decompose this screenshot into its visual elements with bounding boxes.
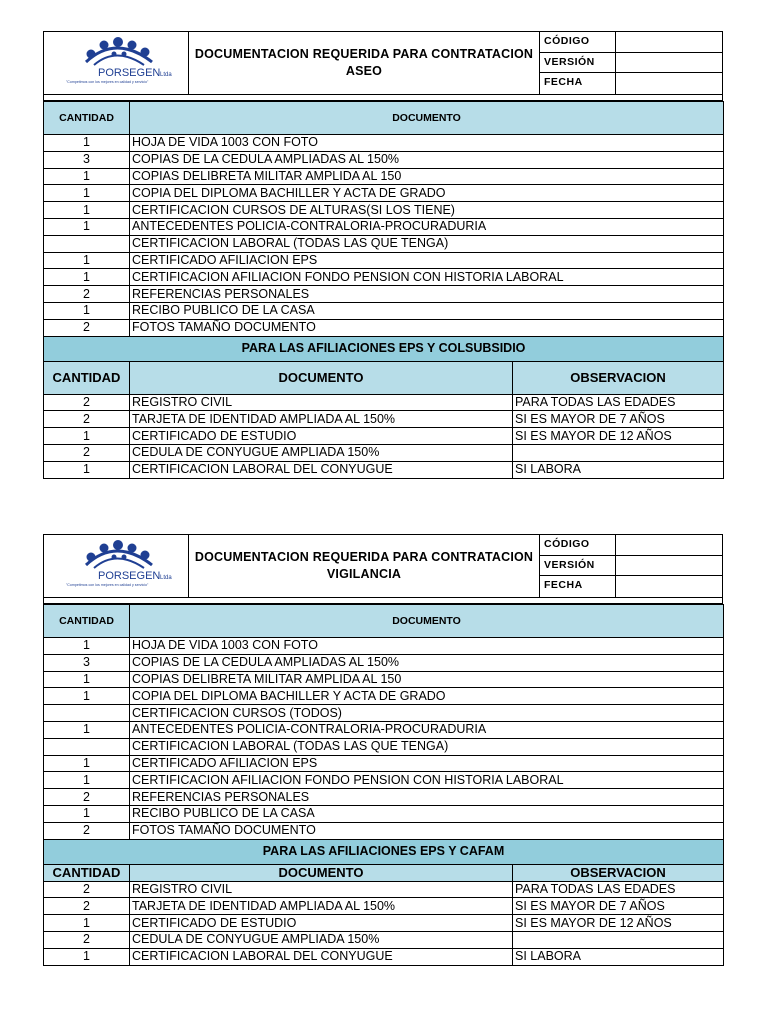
documento-header-2: DOCUMENTO [130,864,513,881]
document-cell: CERTIFICACION LABORAL (TODAS LAS QUE TENGA) [130,235,724,252]
document-meta [539,32,722,94]
document-cell: COPIA DEL DIPLOMA BACHILLER Y ACTA DE GRADO [130,185,724,202]
quantity-cell: 2 [44,931,130,948]
section-row [44,839,724,864]
document-cell: CERTIFICADO DE ESTUDIO [130,915,513,932]
required-documents-table [43,101,724,479]
quantity-cell: 2 [44,411,130,428]
title-line-1: DOCUMENTACION REQUERIDA PARA CONTRATACION [194,47,534,61]
table-row [44,654,724,671]
codigo-label: CÓDIGO [540,32,616,52]
title-line-1: DOCUMENTACION REQUERIDA PARA CONTRATACION [194,550,534,564]
quantity-cell: 2 [44,444,130,461]
affiliation-rows [44,394,724,478]
table-row [44,394,724,411]
company-name: PORSEGEN [98,67,161,79]
quantity-cell: 1 [44,755,130,772]
porsegen-logo-icon [44,32,189,94]
form-title [189,535,539,597]
table-row [44,218,724,235]
table-row [44,755,724,772]
document-cell: CERTIFICADO DE ESTUDIO [130,428,513,445]
company-slogan: "Competimos con los mejores en calidad y servicio" [66,583,149,587]
table-row [44,202,724,219]
codigo-value [616,32,722,52]
document-cell: CEDULA DE CONYUGUE AMPLIADA 150% [130,444,513,461]
document-cell: HOJA DE VIDA 1003 CON FOTO [130,135,724,152]
cantidad-header-2: CANTIDAD [44,864,130,881]
table-row [44,444,724,461]
quantity-cell: 1 [44,948,130,965]
table-row [44,688,724,705]
quantity-cell: 1 [44,185,130,202]
document-cell: COPIAS DELIBRETA MILITAR AMPLIDA AL 150 [130,168,724,185]
document-cell: ANTECEDENTES POLICIA-CONTRALORIA-PROCURADURIA [130,721,724,738]
table-row [44,738,724,755]
table-row [44,461,724,478]
document-meta [539,535,722,597]
table-row [44,151,724,168]
table-header-row [44,605,724,638]
document-cell: REGISTRO CIVIL [130,881,513,898]
quantity-cell: 1 [44,252,130,269]
quantity-cell: 2 [44,319,130,336]
quantity-cell [44,705,130,722]
document-cell: RECIBO PUBLICO DE LA CASA [130,805,724,822]
table-row [44,269,724,286]
quantity-cell: 3 [44,654,130,671]
quantity-cell: 1 [44,428,130,445]
company-suffix: Ltda [160,72,172,78]
quantity-cell: 2 [44,822,130,839]
quantity-cell: 1 [44,461,130,478]
form-aseo [43,31,723,479]
table-row [44,411,724,428]
document-cell: RECIBO PUBLICO DE LA CASA [130,302,724,319]
document-cell: COPIAS DELIBRETA MILITAR AMPLIDA AL 150 [130,671,724,688]
table-row [44,822,724,839]
observation-cell: SI ES MAYOR DE 7 AÑOS [513,898,724,915]
document-rows [44,135,724,337]
document-cell: REFERENCIAS PERSONALES [130,789,724,806]
quantity-cell: 1 [44,135,130,152]
form-header [43,534,723,598]
table-row [44,252,724,269]
table-row [44,428,724,445]
document-cell: CERTIFICADO AFILIACION EPS [130,252,724,269]
form-title [189,32,539,94]
observacion-header: OBSERVACION [513,864,724,881]
quantity-cell [44,235,130,252]
observation-cell: SI LABORA [513,948,724,965]
quantity-cell: 1 [44,302,130,319]
version-label: VERSIÓN [540,556,616,576]
table-row [44,319,724,336]
codigo-value [616,535,722,555]
document-cell: CERTIFICACION LABORAL DEL CONYUGUE [130,461,513,478]
section-row [44,336,724,361]
documento-header-2: DOCUMENTO [130,361,513,394]
quantity-cell: 2 [44,789,130,806]
company-logo [44,32,189,94]
document-cell: COPIA DEL DIPLOMA BACHILLER Y ACTA DE GRADO [130,688,724,705]
quantity-cell: 2 [44,881,130,898]
document-cell: COPIAS DE LA CEDULA AMPLIADAS AL 150% [130,151,724,168]
documento-header: DOCUMENTO [130,605,724,638]
quantity-cell: 2 [44,898,130,915]
document-cell: ANTECEDENTES POLICIA-CONTRALORIA-PROCURADURIA [130,218,724,235]
table-header-row [44,102,724,135]
table-row [44,302,724,319]
quantity-cell: 1 [44,168,130,185]
table-row [44,235,724,252]
document-cell: CERTIFICACION CURSOS (TODOS) [130,705,724,722]
fecha-label: FECHA [540,576,616,597]
quantity-cell: 1 [44,638,130,655]
quantity-cell: 1 [44,688,130,705]
form-header [43,31,723,95]
document-cell: HOJA DE VIDA 1003 CON FOTO [130,638,724,655]
section-title: PARA LAS AFILIACIONES EPS Y CAFAM [44,839,724,864]
observation-cell: PARA TODAS LAS EDADES [513,394,724,411]
table-row [44,789,724,806]
version-value [616,53,722,73]
document-cell: CERTIFICACION CURSOS DE ALTURAS(SI LOS TIENE) [130,202,724,219]
table-row [44,898,724,915]
section-title: PARA LAS AFILIACIONES EPS Y COLSUBSIDIO [44,336,724,361]
version-label: VERSIÓN [540,53,616,73]
documento-header: DOCUMENTO [130,102,724,135]
title-line-2: VIGILANCIA [326,567,402,581]
table-row [44,185,724,202]
porsegen-logo-icon [44,535,189,597]
quantity-cell: 1 [44,805,130,822]
table-row [44,948,724,965]
observation-cell: SI ES MAYOR DE 12 AÑOS [513,915,724,932]
observation-cell: SI ES MAYOR DE 7 AÑOS [513,411,724,428]
table-row [44,805,724,822]
document-cell: REGISTRO CIVIL [130,394,513,411]
quantity-cell: 2 [44,394,130,411]
codigo-label: CÓDIGO [540,535,616,555]
document-cell: TARJETA DE IDENTIDAD AMPLIADA AL 150% [130,898,513,915]
document-cell: REFERENCIAS PERSONALES [130,286,724,303]
table-row [44,881,724,898]
cantidad-header: CANTIDAD [44,102,130,135]
observacion-header: OBSERVACION [513,361,724,394]
company-slogan: "Competimos con los mejores en calidad y servicio" [66,80,149,84]
table-row [44,772,724,789]
quantity-cell: 1 [44,671,130,688]
document-cell: FOTOS TAMAÑO DOCUMENTO [130,319,724,336]
version-value [616,556,722,576]
table-row [44,135,724,152]
required-documents-table [43,604,724,966]
table2-header-row [44,361,724,394]
cantidad-header: CANTIDAD [44,605,130,638]
observation-cell: PARA TODAS LAS EDADES [513,881,724,898]
quantity-cell: 1 [44,218,130,235]
table-row [44,721,724,738]
table-row [44,286,724,303]
document-cell: CERTIFICADO AFILIACION EPS [130,755,724,772]
observation-cell [513,444,724,461]
document-cell: TARJETA DE IDENTIDAD AMPLIADA AL 150% [130,411,513,428]
document-cell: CERTIFICACION LABORAL DEL CONYUGUE [130,948,513,965]
table-row [44,168,724,185]
quantity-cell: 2 [44,286,130,303]
table2-header-row [44,864,724,881]
observation-cell: SI ES MAYOR DE 12 AÑOS [513,428,724,445]
title-line-2: ASEO [345,64,383,78]
observation-cell [513,931,724,948]
fecha-value [616,576,722,597]
document-cell: FOTOS TAMAÑO DOCUMENTO [130,822,724,839]
document-cell: CEDULA DE CONYUGUE AMPLIADA 150% [130,931,513,948]
quantity-cell: 1 [44,269,130,286]
table-row [44,931,724,948]
company-suffix: Ltda [160,575,172,581]
quantity-cell: 3 [44,151,130,168]
form-vigilancia [43,534,723,966]
affiliation-rows [44,881,724,965]
quantity-cell: 1 [44,772,130,789]
company-name: PORSEGEN [98,570,161,582]
observation-cell: SI LABORA [513,461,724,478]
table-row [44,705,724,722]
quantity-cell [44,738,130,755]
quantity-cell: 1 [44,202,130,219]
table-row [44,915,724,932]
company-logo [44,535,189,597]
table-row [44,671,724,688]
document-cell: CERTIFICACION LABORAL (TODAS LAS QUE TENGA) [130,738,724,755]
document-cell: CERTIFICACION AFILIACION FONDO PENSION CON HISTORIA LABORAL [130,269,724,286]
table-row [44,638,724,655]
quantity-cell: 1 [44,915,130,932]
quantity-cell: 1 [44,721,130,738]
document-cell: COPIAS DE LA CEDULA AMPLIADAS AL 150% [130,654,724,671]
fecha-value [616,73,722,94]
cantidad-header-2: CANTIDAD [44,361,130,394]
fecha-label: FECHA [540,73,616,94]
document-cell: CERTIFICACION AFILIACION FONDO PENSION CON HISTORIA LABORAL [130,772,724,789]
document-rows [44,638,724,840]
